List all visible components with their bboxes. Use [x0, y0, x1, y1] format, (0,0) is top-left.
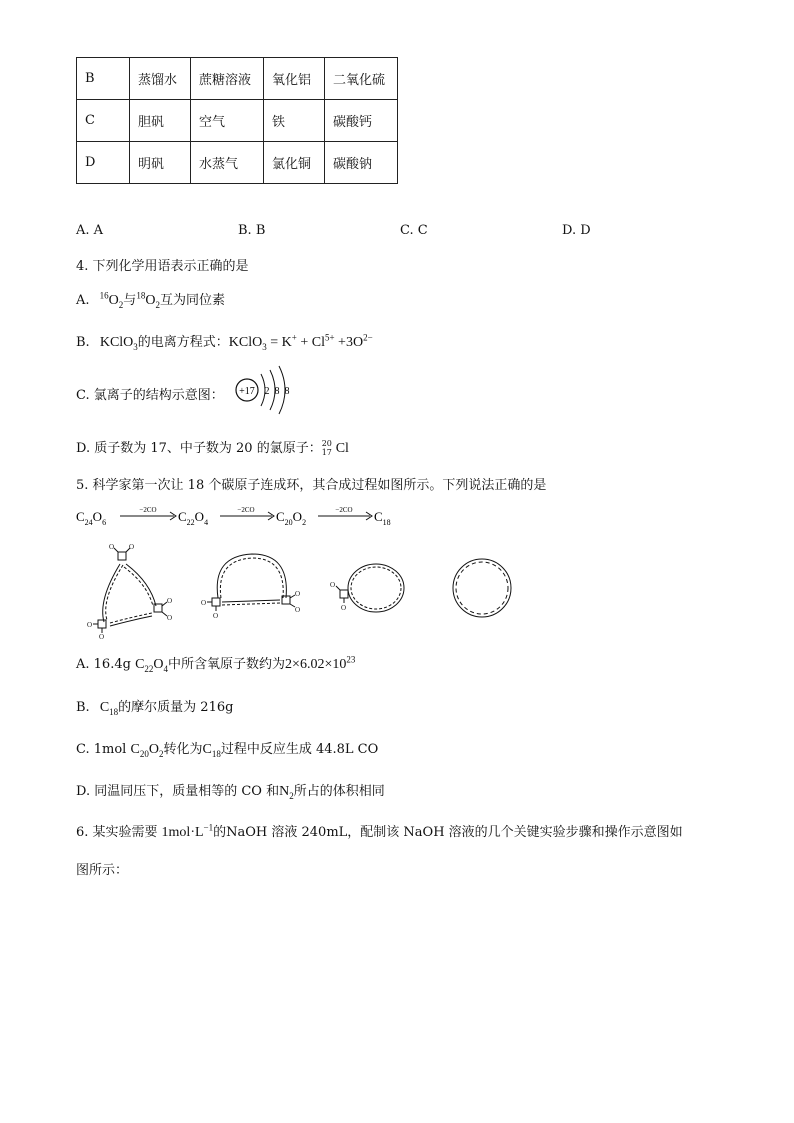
svg-text:O: O	[213, 612, 219, 620]
svg-text:O: O	[167, 614, 173, 622]
chloride-structure-diagram	[233, 364, 297, 416]
option-text: D. 同温同压下，质量相等的 CO 和	[76, 784, 280, 799]
concentration: $1mol\cdot L^{-1}$	[161, 822, 214, 840]
svg-text:−2CO: −2CO	[237, 506, 255, 514]
table-cell: B	[77, 58, 130, 100]
option-text: 的摩尔质量为 216g	[118, 700, 234, 715]
chain-formula	[76, 509, 106, 527]
option-label: B.	[76, 700, 90, 715]
table-cell: 胆矾	[130, 100, 191, 142]
formula: $C_{18}$	[202, 742, 221, 759]
carbon-chain	[126, 564, 156, 606]
svg-text:O: O	[295, 606, 301, 614]
table-cell: 碳酸钠	[325, 142, 398, 184]
c18-ring-structure	[453, 559, 511, 617]
carbon-chain	[222, 600, 280, 602]
oxygen-labels	[87, 543, 172, 640]
c20o2-structure	[336, 564, 404, 612]
table-row	[77, 58, 398, 100]
svg-text:O: O	[341, 604, 347, 612]
reaction-arrow	[120, 506, 176, 520]
q3-option-c[interactable]: C. C	[400, 223, 428, 238]
cyclobutenedione	[154, 604, 162, 612]
svg-text:C18: $C_{18}$	[374, 509, 391, 527]
svg-text:O: O	[99, 633, 105, 640]
formula: $C_{18}$	[99, 700, 119, 717]
shell-electrons: 2	[264, 386, 270, 397]
carbon-ring-structures	[80, 540, 540, 640]
nucleus-charge: +17	[239, 386, 255, 397]
option-text: 中所含氧原子数约为	[168, 657, 286, 672]
carbon-ring	[348, 564, 404, 612]
connector-text: 与	[123, 293, 137, 308]
svg-text:C24O6: $C_{24}O_6$	[76, 509, 107, 527]
option-text: 的电离方程式：	[137, 335, 229, 350]
table-row	[77, 142, 398, 184]
shell-electrons: 8	[274, 386, 280, 397]
number-expression: $2\times 6.02\times 10^{23}$	[285, 654, 356, 672]
cyclobutenedione	[118, 552, 126, 560]
option-text: 所占的体积相同	[293, 784, 385, 799]
cyclobutenedione	[212, 598, 220, 606]
table-cell: 水蒸气	[191, 142, 264, 184]
q6-stem-line2: 图所示：	[76, 863, 129, 878]
isotope-formula: $^{18}O_2$	[136, 290, 160, 310]
formula: $C_{22}O_4$	[135, 657, 169, 674]
q4-option-c[interactable]	[76, 384, 224, 403]
carbon-ring	[456, 562, 508, 614]
carbon-chain	[217, 554, 286, 598]
synthesis-chain	[74, 502, 414, 530]
carbonyl-bond	[114, 548, 118, 552]
carbon-chain	[220, 558, 283, 598]
c24o6-structure	[93, 548, 167, 633]
options-table	[76, 57, 398, 184]
table-cell: 碳酸钙	[325, 100, 398, 142]
svg-text:O: O	[109, 543, 115, 551]
oxygen-labels	[201, 590, 300, 620]
table-cell: C	[77, 100, 130, 142]
reaction-arrow	[318, 506, 372, 520]
table-cell: 空气	[191, 100, 264, 142]
option-text: D. 质子数为 17、中子数为 20 的氯原子：	[76, 441, 322, 456]
svg-text:O: O	[330, 581, 336, 589]
svg-text:−2CO: −2CO	[335, 506, 353, 514]
svg-text:−2CO: −2CO	[139, 506, 157, 514]
q4-stem: 4. 下列化学用语表示正确的是	[76, 259, 249, 274]
svg-text:C22O4: $C_{22}O_4$	[178, 509, 209, 527]
table-cell: D	[77, 142, 130, 184]
c22o4-structure	[207, 554, 295, 611]
svg-text:C20O2: $C_{20}O_2$	[276, 509, 307, 527]
q3-option-d[interactable]: D. D	[562, 223, 591, 238]
chain-formula	[276, 509, 306, 527]
q5-option-d[interactable]	[76, 780, 385, 801]
table-cell: 二氧化硫	[325, 58, 398, 100]
oxygen-labels	[330, 581, 346, 612]
table-cell: 氯化铜	[264, 142, 325, 184]
q6-stem-line1: 6. 某实验需要 $1mol\cdot L^{-1}$的NaOH 溶液 240mL，配制该 NaOH 溶液的几个关键实验步骤和操作示意图如	[76, 822, 683, 840]
formula: $N_2$	[279, 784, 294, 801]
shell-electrons: 8	[284, 386, 290, 397]
carbon-ring	[453, 559, 511, 617]
q4-option-d[interactable]: D. 质子数为 17、中子数为 20 的氯原子： 20 17 Cl	[76, 438, 349, 457]
q4-option-a[interactable]	[76, 289, 225, 310]
chain-formula	[374, 509, 391, 527]
table-cell: 蒸馏水	[130, 58, 191, 100]
cyclobutenedione	[98, 620, 106, 628]
q5-option-b[interactable]	[76, 696, 233, 717]
reaction-arrow	[220, 506, 274, 520]
formula: KClO$_3$	[99, 335, 138, 352]
option-text: C. 1mol	[76, 742, 127, 757]
carbon-chain	[222, 603, 280, 605]
option-text: 转化为	[163, 742, 203, 757]
carbon-chain	[124, 567, 153, 606]
option-text: A. 16.4g	[76, 657, 131, 672]
carbon-ring	[351, 567, 401, 609]
q5-stem: 5. 科学家第一次让 18 个碳原子连成环，其合成过程如图所示。下列说法正确的是	[76, 478, 547, 493]
q5-option-a[interactable]	[76, 653, 355, 674]
option-text: 过程中反应生成 44.8L CO	[220, 742, 379, 757]
q5-option-c[interactable]	[76, 738, 378, 759]
svg-text:O: O	[295, 590, 301, 598]
cyclobutenedione	[340, 590, 348, 598]
carbon-chain	[110, 613, 152, 623]
option-label: A.	[76, 293, 90, 308]
carbonyl-bond	[336, 586, 340, 590]
option-text: C. 氯离子的结构示意图：	[76, 388, 224, 403]
option-text: 互为同位素	[159, 293, 225, 308]
table-cell: 明矾	[130, 142, 191, 184]
svg-text:O: O	[201, 599, 207, 607]
isotope-formula: $^{16}O_2$	[99, 290, 124, 310]
table-row	[77, 100, 398, 142]
svg-text:O: O	[129, 543, 135, 551]
table-cell: 蔗糖溶液	[191, 58, 264, 100]
ionization-equation: KClO$_3$ = $K^+ + Cl^{5+} +3O^{2-}$	[228, 332, 373, 352]
table-cell: 氧化铝	[264, 58, 325, 100]
table-cell: 铁	[264, 100, 325, 142]
option-label: B.	[76, 335, 90, 350]
q3-option-b[interactable]: B. B	[238, 223, 266, 238]
formula: $C_{20}O_2$	[130, 742, 164, 759]
svg-text:O: O	[167, 597, 173, 605]
chain-formula	[178, 509, 208, 527]
svg-text:O: O	[87, 621, 93, 629]
nuclide-symbol: 20 17	[321, 438, 332, 457]
q4-option-b[interactable]	[76, 331, 373, 352]
q3-option-a[interactable]: A. A	[76, 223, 104, 238]
